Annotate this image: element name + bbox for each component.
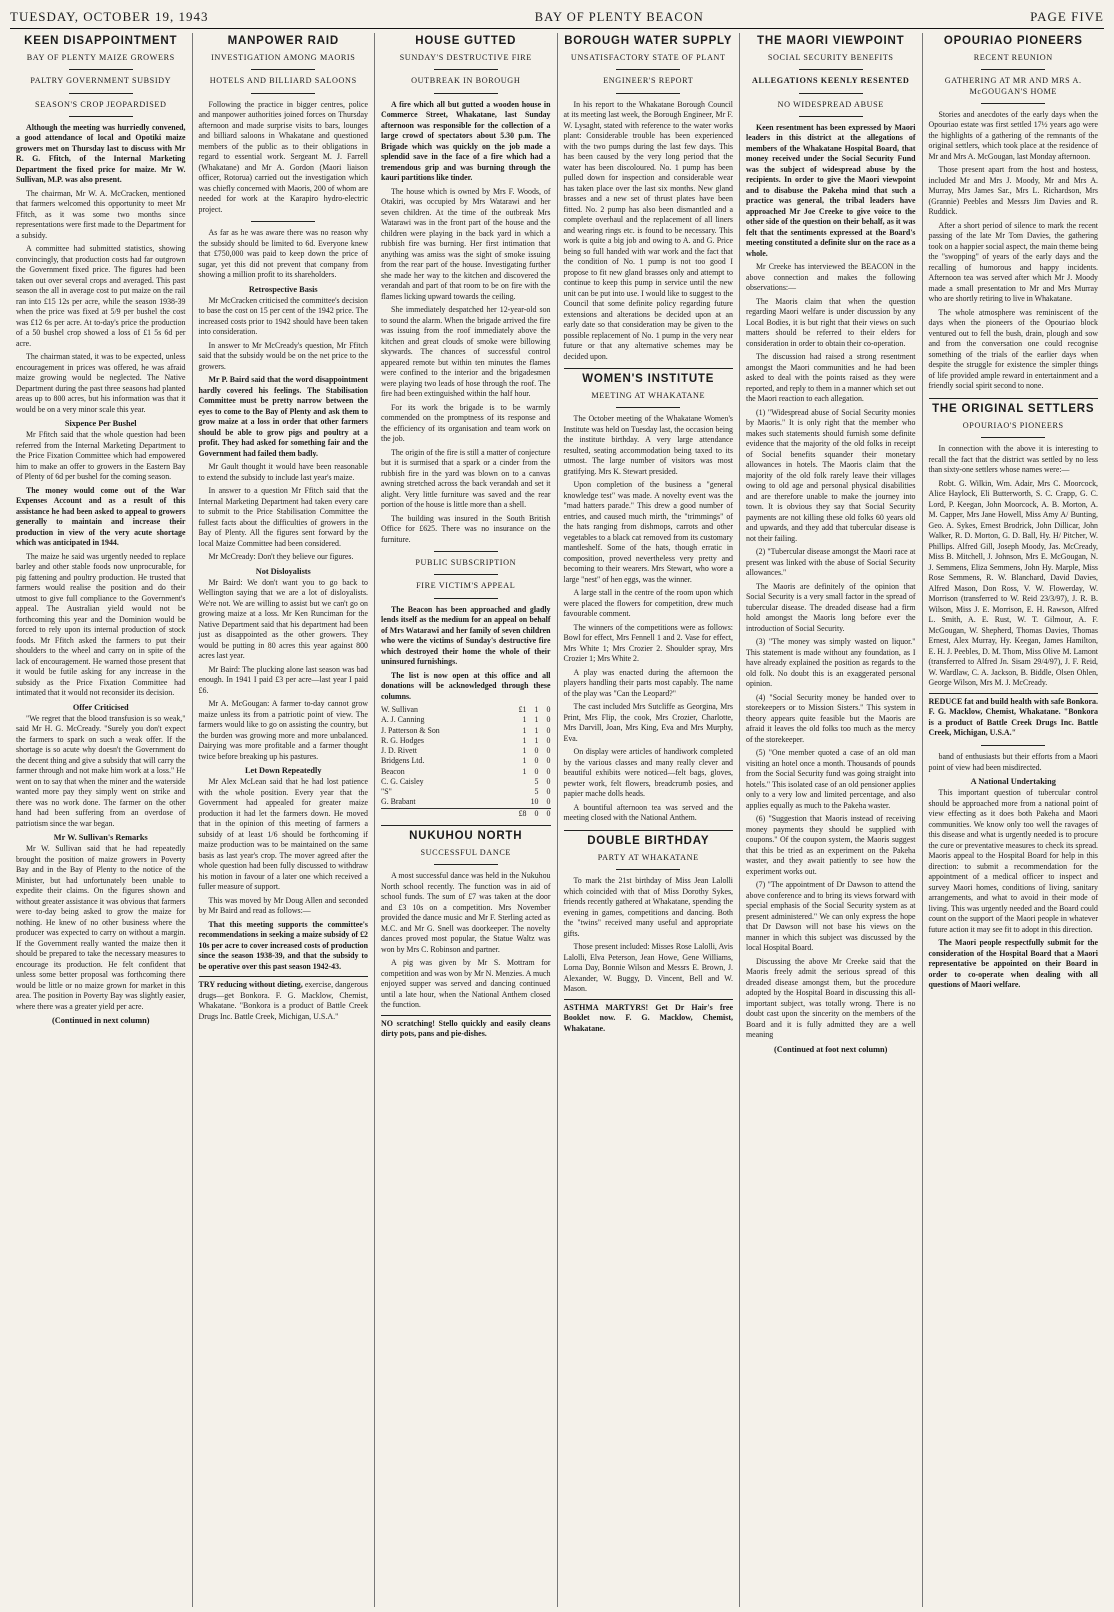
paragraph: As far as he was aware there was no reason why the subsidy should be limited to 6d. Everyone knew that £750,000 was paid to keep down the price of sugar, yet this did not prevent that company from showing a million profit to its shareholders.	[198, 228, 368, 279]
amount-pence: 0	[546, 787, 551, 797]
divider	[434, 69, 498, 70]
amount-pounds	[515, 797, 527, 808]
amount-pence: 0	[546, 746, 551, 756]
paragraph: (2) "Tubercular disease amongst the Maori race at present was linked with the abuse of Social Security allowances."	[746, 547, 916, 578]
amount-pounds: £1	[518, 705, 527, 714]
issue-date: TUESDAY, OCTOBER 19, 1943	[10, 9, 209, 24]
subscription-row	[381, 767, 551, 777]
subscriber-name: J. Patterson & Son	[381, 725, 440, 735]
paragraph: (3) "The money was simply wasted on liquor." This statement is made without any foundation, as I have already explained the position as regards to the old folk. No doubt this is an exaggerated personal opinion.	[746, 637, 916, 689]
subscription-row	[381, 756, 551, 766]
paragraph: She immediately despatched her 12-year-old son to sound the alarm. When the brigade arrived the fire was issuing from the roof immediately above the kitchen and great clouds of smoke were billowing skywards. The chances of successful control appeared remote but within ten minutes the flames were confined to the interior and the brigadesmen were playing two leads of hose through the roof. The fire had been extinguished within the half hour.	[381, 305, 551, 398]
headline-womens-institute: WOMEN'S INSTITUTE	[564, 368, 734, 385]
divider	[434, 864, 498, 865]
divider	[69, 69, 133, 70]
ad-lead: REDUCE fat and build health	[928, 696, 1032, 706]
ad-text: with safe Bonkora. F. G. Macklow, Chemist, Whakatane. "Bonkora is a product of Battle Creek Drugs Inc. Battle Creek, Michigan, U.S.A."	[928, 696, 1099, 738]
subscription-row	[381, 797, 551, 808]
amount-pence: 0	[546, 725, 551, 735]
amount-pounds: 1	[522, 725, 527, 735]
paragraph: Stories and anecdotes of the early days when the Opouriao estate was first settled 17½ years ago were the highlights of a gathering of the remnants of the original settlers, which took place at the residence of Mr and Mrs A. McGougan, last Monday afternoon.	[928, 109, 1098, 161]
divider	[251, 221, 315, 222]
masthead	[10, 6, 1104, 29]
divider	[616, 69, 680, 70]
subscriber-name: "S"	[381, 787, 392, 797]
paragraph: The whole atmosphere was reminiscent of the days when the pioneers of the Opouriao block ventured out to fell the bush, drain, plough and sow and from the conversation one could recognise something of the trials of the earlier days when despite the struggle for existence the simpler things of life provided ample reward in entertainment and a friendly social spirit second to none.	[928, 307, 1098, 391]
ad-lead: TRY reducing without dieting,	[198, 980, 303, 989]
column-2	[192, 33, 375, 1607]
section-heading: Sixpence Per Bushel	[64, 419, 137, 429]
paragraph: Mr Baird: We don't want you to go back to Wellington saying that we are a lot of disloyalists. We're not. We are willing to assist but we can't go on growing maize at a loss. Mr Ken Runciman for the Native Department said that his department had been just as disappointed as the other growers. They would be putting in 80 acres this year against 800 acres last year.	[198, 577, 368, 660]
paragraph: The Maoris claim that when the question regarding Maori welfare is under discussion by any Local Bodies, it is but right that their views on such matters should be referred to their elders for consideration in order to obtain their co-operation.	[746, 296, 916, 348]
page-number: PAGE FIVE	[1030, 9, 1104, 24]
section-heading: Let Down Repeatedly	[244, 766, 322, 775]
paragraph: The chairman, Mr W. A. McCracken, mentioned that farmers welcomed this opportunity to meet Mr Ffitch, as it was some two months since representations were first made to the Department for a subsidy.	[16, 188, 186, 240]
lead-paragraph: Keen resentment has been expressed by Maori leaders in this district at the allegations of members of the Whakatane Hospital Board, that money received under the Social Security Fund was the subject of widespread abuse by the recipients. In order to give the Maori viewpoint and to disabuse the Pakeha mind that such a practice was general, the tribal leaders have approached Mr Joe Creeke to give voice to the other side of the question on their behalf, as it was felt that the sentiments expressed at the Board's meeting constituted a definite slur on the race as a whole.	[746, 122, 916, 258]
subheading: SUNDAY'S DESTRUCTIVE FIRE	[399, 53, 532, 62]
appeal-paragraph: The list is now open at this office and all donations will be acknowledged through these columns.	[381, 670, 551, 701]
resolution-paragraph: That this meeting supports the committee's recommendations in seeking a maize subsidy of £2 10s per acre to cover increased costs of production since the season 1938-39, and that the subsidy to be operative over this past season 1942-43.	[198, 919, 368, 971]
paragraph: For its work the brigade is to be warmly commended on the promptness of its response and the efficiency of its organisation and team work on the job.	[381, 402, 551, 443]
subheading: BAY OF PLENTY MAIZE GROWERS	[26, 53, 175, 62]
paragraph: On display were articles of handiwork completed by the various classes and many really clever and beautiful exhibits were noticed—felt bags, gloves, pewter work, felt flowers, breadcrumb posies, and papier mache dolls heads.	[563, 747, 733, 799]
divider	[616, 869, 680, 870]
paragraph: A large stall in the centre of the room upon which were placed the flowers for competition, drew much favourable comment.	[563, 588, 733, 619]
paragraph: Mr Gault thought it would have been reasonable to extend the subsidy to include last year's maize.	[198, 462, 368, 482]
continued-note: (Continued at foot next column)	[774, 1044, 888, 1054]
subheading: ALLEGATIONS KEENLY RESENTED	[752, 76, 910, 86]
amount-pounds: 1	[522, 735, 527, 745]
subheading: UNSATISFACTORY STATE OF PLANT	[570, 53, 726, 62]
amount-pounds: 1	[522, 746, 527, 756]
section-heading: Offer Criticised	[72, 702, 129, 712]
subheading: MEETING AT WHAKATANE	[591, 391, 706, 400]
divider	[434, 93, 498, 94]
section-heading: Mr W. Sullivan's Remarks	[53, 833, 148, 843]
amount-pence: 0	[546, 735, 551, 745]
amount-shillings: 1	[534, 735, 539, 745]
paragraph: Mr McCready: Don't they believe our figures.	[208, 552, 354, 561]
divider	[616, 407, 680, 408]
column-3	[374, 33, 557, 1607]
divider	[251, 93, 315, 94]
subheading: ENGINEER'S REPORT	[603, 76, 694, 86]
appeal-paragraph: The Beacon has been approached and gladly lends itself as the medium for an appeal on behalf of Mrs Watarawi and her family of seven children who were the victims of Sunday's destructive fire which destroyed their home the whole of their uninsured furnishings.	[381, 604, 551, 666]
subscription-row	[381, 777, 551, 787]
paragraph: Discussing the above Mr Creeke said that the Maoris freely admit the serious spread of this dreaded disease amongst them, but the procedure adopted by the Hospital Board in discussing this all-important subject, was totally wrong. There is no doubt cast upon the sincerity on the members of the Board and it is fully admitted they are a well meaning	[746, 956, 916, 1040]
subscriber-name: A. J. Canning	[381, 715, 425, 725]
subscription-row	[381, 746, 551, 756]
paragraph: (1) "Widespread abuse of Social Security monies by Maoris." It is only right that the member who makes such statements should furnish some definite evidence that the majority of the old folks in receipt of Social benefits squander their monetary allowances in hotels. The Maoris claim that the majority of the old folk rarely leave their villages owing to old age and personal physical disabilities and are therefore unable to make the journey into town. It is obvious they say that Social Security payments are not killing these old folks 60 years old and upwards, and they add that tubercular disease is not their failing.	[746, 407, 916, 543]
column-1	[10, 33, 192, 1607]
ad-text: Get Dr Hair's free Booklet now. F. G. Macklow, Chemist, Whakatane.	[563, 1002, 734, 1033]
paragraph: In answer to Mr McCready's question, Mr Ffitch said that the subsidy would be on the net price to the growers.	[198, 340, 368, 371]
amount-shillings: 0	[534, 756, 539, 766]
lead-paragraph: A fire which all but gutted a wooden house in Commerce Street, Whakatane, last Sunday afternoon was responsible for the collection of a large crowd of spectators about 5.30 p.m. The Brigade which was quickly on the job made a splendid save in the face of a fire which had a tremendous grip and was burning through the kauri partitions like tinder.	[381, 99, 551, 182]
ad-text: Stello quickly and easily cleans dirty pots, pans and pie-dishes.	[381, 1018, 551, 1039]
paper-title: BAY OF PLENTY BEACON	[534, 9, 704, 24]
subheading: PALTRY GOVERNMENT SUBSIDY	[30, 76, 172, 86]
paragraph: (7) "The appointment of Dr Dawson to attend the above conference and to bring its views forward with special emphasis of the Social Security system as at present administered." We can only express the hope that Dr Dawson will not base his views on the manner in which this subject was discussed by the local Hospital Board.	[746, 880, 916, 953]
paragraph: The winners of the competitions were as follows: Bowl for effect, Mrs Fennell 1 and 2. Vase for effect, Mrs White 1; Mrs Crozier 2. Shoulder spray, Mrs Crozier 1; Mrs White 2.	[563, 622, 733, 664]
subheading: OUTBREAK IN BOROUGH	[411, 76, 521, 86]
subheading: SUCCESSFUL DANCE	[420, 847, 511, 857]
amount-pence: 0	[546, 705, 551, 714]
subheading: PARTY AT WHAKATANE	[597, 852, 699, 862]
amount-pence: 0	[546, 766, 551, 776]
amount-pence: 0	[546, 797, 551, 807]
paragraph: Mr W. Sullivan said that he had repeatedly brought the position of maize growers in Poverty Bay and in the Bay of Plenty to the notice of the Minister, but had unfortunately been unable to expedite their claims. On the figures shown and without greater assistance it was obvious that farmers were to-day being asked to grow the maize for nothing. He knew of no other business where the producer was expected to carry on without a margin. If the Government really wanted the maize then it should be prepared to take the necessary measures to encourage its production. He felt confident that unless some better proposal was forthcoming there would be little or no maize grown for market in this area. The position in Poverty Bay was slightly easier, where there was a greater yield per acre.	[16, 844, 186, 1011]
headline-original-settlers: THE ORIGINAL SETTLERS	[929, 398, 1099, 415]
paragraph: The building was insured in the South British Office for £625. There was no insurance on the furniture.	[381, 513, 551, 544]
paragraph: Upon completion of the business a "general knowledge test" was made. A novelty event was the "mad hatters parade." This drew a good number of entries, and caused much mirth, the "trimmings" of the hats ranging from dishmops, carrots and other vegetables to a black cat removed from its customary mantleshelf. Some of the hats, though erratic in composition, proved nevertheless very pretty and becoming to their wearers. Mrs Stewart, who wore a large "nest" of hen eggs, was the winner.	[563, 480, 733, 584]
subheading: GATHERING AT MR AND MRS A. McGOUGAN'S HOME	[944, 76, 1082, 96]
paragraph: (5) "One member quoted a case of an old man visiting an hotel once a month. Thousands of pounds from the Social Security fund was going straight into hotels." This isolated case of an old pensioner applies only to a very low and limited percentage, and also applies equally as much to the Pakeha waster.	[746, 748, 916, 810]
subscriber-name: Bridgens Ltd.	[381, 756, 425, 766]
amount-shillings: 1	[534, 705, 539, 714]
amount-shillings: 0	[534, 746, 539, 756]
paragraph: Those present apart from the host and hostess, included Mr and Mrs J. Moody, Mr and Mrs A. Murray, Mrs James Sar., Mrs L. Richardson, Mrs (Grannie) Peebles and Messrs Jim Davies and R. Ruddick.	[928, 165, 1098, 217]
paragraph: The maize he said was urgently needed to replace barley and other stable foods now unprocurable, for pig fattening and poultry production. He trusted that farmers would realise the position and do their utmost to give full compliance to the Government's appeal. The Australian yield would not be forthcoming this year and the Dominion would be forced to rely upon its internal production of stock foods. Mr Ffitch asked the farmers to put their shoulders to the wheel and carry on in spite of the lack of encouragement. He warned those present that it would be futile asking for any increase in the subsidy as the Price Fixation Committee had intimated that it would not reconsider its decision.	[16, 551, 186, 698]
subheading: PUBLIC SUBSCRIPTION	[415, 558, 517, 567]
divider	[799, 116, 863, 117]
paragraph: Mr Alex McLean said that he had lost patience with the whole position. Every year that the Government had appealed for greater maize production it had let the farmers down. He moved that in the opinion of this meeting of farmers a subsidy of at least 1/6 should be forthcoming if maize production was to be maintained on the same basis as last year's crop. The mover agreed after the whole question had been fully discussed to withdraw his motion in favour of a later one which received a fuller measure of support.	[198, 777, 368, 891]
paragraph: Mr P. Baird said that the word disappointment hardly covered his feelings. The Stabilisation Committee must be pretty narrow between the eyes to come to the Bay of Plenty and ask them to grow maize at a loss in order that other farmers should be able to grow pigs and poultry at a profit. They had asked for something fair and the Government had failed them badly.	[198, 375, 368, 458]
paragraph: The house which is owned by Mrs F. Woods, of Otakiri, was occupied by Mrs Watarawi and her seven children. At the time of the outbreak Mrs Watarawi was in the front part of the house and the children were playing in the back yard in which a rubbish fire was burning. Her first intimation that anything was amiss was the sight of smoke issuing from the rear part of the house. Investigating further she made her way to the kitchen and discovered the verandah and part of that room to be on fire with the flames licking upward towards the ceiling.	[381, 186, 551, 301]
columns	[10, 33, 1104, 1607]
divider	[434, 551, 498, 552]
paragraph: Mr Ffitch said that the whole question had been referred from the Internal Marketing Department to the Price Fixation Committee which had empowered him to make an offer to growers in the Eastern Bay of Plenty of 6d per bushel for the coming season.	[16, 430, 186, 482]
ad-lead: NO scratching!	[381, 1018, 435, 1028]
paragraph: "We regret that the blood transfusion is so weak," said Mr H. G. McCready. "Surely you don't expect the farmers to spark on such a weak offer. If the shortage is so acute why doesn't the Government do the decent thing and give a subsidy that will carry the farmer through and not make him work at a loss." He went on to say that when the miner and the waterside wanted more pay they simply went on strike and there was no work done. The farmer on the other hand had been suffering from an overdose of patriotism since the war began.	[16, 713, 186, 828]
paragraph: The origin of the fire is still a matter of conjecture but it is surmised that a spark or a cinder from the rubbish fire in the yard was blown on to a canvas awning stretched across the back verandah and set it alight. Very little furniture was saved and the rear portion of the house is little more than a shell.	[381, 447, 551, 509]
divider	[69, 93, 133, 94]
continued-note: (Continued in next column)	[51, 1016, 150, 1026]
amount-shillings: 1	[534, 715, 539, 725]
amount-pounds	[515, 787, 527, 797]
paragraph: Following the practice in bigger centres, police and manpower authorities joined forces on Thursday afternoon and made surprise visits to bars, lounges and billiard saloons in Whakatane and questioned members of the public as to their obligations in regard to essential work. Sergeant M. J. Farrell (Whakatane) and Mr A. Gordon (Maori liaison officer, Rotorua) carried out the investigation which was chiefly concerned with Maoris, 200 of whom are needed for work at the Karapiro hydro-electric project.	[198, 99, 368, 214]
divider	[616, 93, 680, 94]
amount-pounds: 1	[522, 756, 527, 766]
paragraph: After a short period of silence to mark the recent passing of the late Mr Tom Davies, the gathering took on a happier social aspect, the main theme being the "swopping" of years of the early days and the recalling of humorous and happy incidents. Afternoon tea was served after which Mr J. Moody made a small presentation to Mr and Mrs Murray who are shortly retiring to live in Whakatane.	[928, 220, 1098, 304]
lead-paragraph: Although the meeting was hurriedly convened, a good attendance of local and Opotiki maize growers met on Thursday last to discuss with Mr R. G. Ffitch, of the Internal Marketing Department the fixed price for maize. Mr W. Sullivan, M.P. was also present.	[16, 122, 186, 185]
paragraph: Those present included: Misses Rose Lalolli, Avis Lalolli, Elva Peterson, Jean Howe, Gene Williams, Lorna Day, Bonnie Wilson and Messrs E. Brown, J. Alexander, W. Buggy, D. Vincent, Bell and W. Mason.	[563, 942, 733, 993]
paragraph: In his report to the Whakatane Borough Council at its meeting last week, the Borough Engineer, Mr F. W. Lysaght, stated with reference to the water works plant: Considerable trouble has been experienced with the two pumps during the last few days. This has been caused by the very long period that the water has been discoloured. No. 1 pump has been pulled down for inspection and considerable wear has taken place over the last six months. New gland brasses and a new set of thrust plates have been fitted. No. 2 pump has also been dismantled and a complete overhaul and the replacement of all liners and wearing rings etc. is found to be necessary. This work is quite a big job and owing to A. and G. Price being so full handed with war work and the fact that the condition of No. 1 pump is not too good I propose to fit new gland brasses only and attempt to continue to keep this pump in service until the new unit can be put into use. I would like to suggest to the Council that some definite policy regarding future extensions and alterations be decided upon at an early date so that consideration may be given to the possible replacement of No. 1 pump in the very near future or that any alternative schemes may be decided upon.	[563, 99, 733, 361]
paragraph: band of enthusiasts but their efforts from a Maori point of view had been misdirected.	[928, 752, 1098, 772]
column-4	[557, 33, 740, 1607]
settlers-list: Robt. G. Wilkin, Wm. Adair, Mrs C. Moorcock, Alice Haylock, Eli Butterworth, S. C. Crapp, G. C. Lord, P. Keegan, John Moorcock, A. B. Morton, A. M. Capper, Mrs Jane Howell, Miss Amy A/ Bunting, Geo. A. Sykes, Ernest Brodrick, John Dillicar, John Walker, R. D. Morton, G. D. Ball, Hy. H/ Pitcher, W. Phillips. Alfred Gill, Joseph Moody, Jas. McCready, Miss B. Mitchell, J. Johnson, Mrs E. McGougan, N. J. Semmens, Eliza Semmens, John Hy. Marple, Miss Rose Semmens, R. W. Blanchard, David Davies, Alfred Mason, Don Ross, V. W. Flowerday, W. Morrison (transferred to W. Reid 23/3/97), J. R. B. Wilson, Miss J. E. Morrison, E. H. Rawson, Alfred L. Smith, A. E. Rust, W. T. Gilmour, A. F. McGougan, W. Shepherd, Thomas Davies, Thomas Ernest, Alex Murray, Hy. Keegan, James Hamilton, E. H. J. Peebles, D. M. Thom, Miss Olive M. Lamont (transferred to Alfred Jn. Sisam 29/4/97), J. F. Reid, W. Wardlaw, C. A. Jackson, B. Biddle, Olsen Ohlen, George Wilson, Mrs M. J. McCready.	[928, 478, 1098, 687]
paragraph: The money would come out of the War Expenses Account and as a result of this assistance he had been asked to appeal to growers generally to maintain and increase their production in view of the very acute shortage which was anticipated in 1944.	[16, 485, 186, 548]
headline-keen-disappointment: KEEN DISAPPOINTMENT	[24, 35, 178, 47]
paragraph: A bountiful afternoon tea was served and the meeting closed with the National Anthem.	[563, 802, 733, 823]
subscriber-name: R. G. Hodges	[381, 735, 424, 745]
advertisement-bonkora	[199, 976, 369, 1023]
advertisement-bonkora	[929, 693, 1099, 740]
paragraph: This was moved by Mr Doug Allen and seconded by Mr Baird and read as follows:—	[198, 895, 368, 915]
subheading: NO WIDESPREAD ABUSE	[777, 99, 884, 109]
total-pence: 0	[539, 808, 551, 819]
subheading: FIRE VICTIM'S APPEAL	[416, 581, 516, 591]
divider	[981, 69, 1045, 70]
paragraph: (4) "Social Security money be handed over to storekeepers or to Mission Sisters." This system in theory appears quite feasible but the Maoris are afraid it leaves the old folks too much as the mercy of the storekeeper.	[746, 692, 916, 744]
subscription-row	[381, 715, 551, 725]
paragraph: (6) "Suggestion that Maoris instead of receiving money payments they should be supplied with coupons." Of the coupon system, the Maoris suggest that this be tried as an experiment on the Pakeha waster, and they await patiently to see how the experiment works out.	[746, 814, 916, 876]
subheading: SEASON'S CROP JEOPARDISED	[35, 99, 167, 109]
headline-maori-viewpoint: THE MAORI VIEWPOINT	[757, 35, 905, 47]
divider	[799, 93, 863, 94]
headline-house-gutted: HOUSE GUTTED	[415, 35, 517, 47]
headline-manpower-raid: MANPOWER RAID	[227, 35, 339, 47]
amount-pounds	[515, 777, 527, 787]
paragraph: In answer to a question Mr Ffitch said that the Internal Marketing Department had taken every care to submit to the Price Stabilisation Committee the fullest facts about the difficulties of growers in the Bay of Plenty. All the figures sent forward by the local Maize Committee had been considered.	[198, 486, 368, 548]
subscription-row	[381, 705, 551, 715]
ad-lead: ASTHMA MARTYRS!	[563, 1002, 649, 1012]
advertisement-asthma	[564, 999, 734, 1035]
total-shillings: 0	[527, 808, 539, 819]
divider	[434, 598, 498, 599]
column-5	[739, 33, 922, 1607]
subheading: RECENT REUNION	[973, 53, 1053, 62]
divider	[434, 574, 498, 575]
headline-double-birthday: DOUBLE BIRTHDAY	[564, 830, 734, 847]
section-heading: Not Disloyalists	[255, 566, 311, 576]
divider	[981, 745, 1045, 746]
subscription-row	[381, 787, 551, 797]
amount-shillings: 10	[530, 797, 539, 807]
subscription-total	[381, 808, 551, 819]
amount-pence: 0	[546, 756, 551, 766]
amount-pence: 0	[546, 715, 551, 725]
divider	[799, 69, 863, 70]
amount-pounds: 1	[522, 766, 527, 776]
advertisement-stello	[381, 1015, 551, 1040]
subheading: OPOURIAO'S PIONEERS	[962, 420, 1064, 430]
paragraph: The Maori people respectfully submit for the consideration of the Hospital Board that a Maori representative be appointed on their Board in order to co-operate when dealing with all questions of Maori welfare.	[928, 938, 1098, 989]
paragraph: Mr McCracken criticised the committee's decision to base the cost on 15 per cent of the 1942 price. The increased costs prior to 1942 should have been taken into consideration.	[198, 295, 368, 336]
amount-shillings: 5	[534, 787, 539, 797]
amount-shillings: 1	[534, 725, 539, 735]
paragraph: The October meeting of the Whakatane Women's Institute was held on Tuesday last, the occasion being the institute birthday. A very large attendance resulted, seating accommodation being taxed to its utmost. The large number of visitors was most gratifying. Mrs K. Stewart presided.	[563, 414, 733, 476]
paragraph: Mr A. McGougan: A farmer to-day cannot grow maize unless its from a patriotic point of view. The farmers would like to go on assisting the country, but the burden was growing more and more unbalanced. Dairying was more profitable and a farmer thought twice before breaking up his pastures.	[198, 699, 368, 761]
subscription-row	[381, 726, 551, 736]
subscription-list	[381, 705, 551, 819]
section-heading: A National Undertaking	[970, 777, 1056, 786]
subscriber-name: G. Brabant	[381, 797, 416, 807]
paragraph: The chairman stated, it was to be expected, unless encouragement in prices was offered, he was afraid maize growing would be neglected. The Native Department during the past three seasons had planted areas up to 800 acres, but his information was that it would be on a very minor scale this year.	[16, 352, 186, 414]
paragraph: A play was enacted during the afternoon the players handling their parts most capably. The name of the play was "Can the Leopard?"	[563, 667, 733, 698]
subscriber-name: C. G. Caisley	[381, 776, 424, 786]
paragraph: This important question of tubercular control should be approached more from a national point of view effecting as it does both Pakeha and Maori communities. We know only too well the ravages of this disease and what is urgently needed is to procure the cure or preventative measures to check its spread. Maoris appeal to the Hospital Board for help in this direction: to submit a recommendation for the appointment of a medical officer to inspect and survey Maori homes, conditions of living, sanitary arrangements, and what to avoid in their mode of living. This was urgently needed and the Board could count on the support of the Maori people in whatever future action it may see fit to adopt in this direction.	[928, 788, 1098, 934]
paragraph: The discussion had raised a strong resentment amongst the Maori communities and he had been asked to deal with the points raised as they were reported, and reply to them in a manner which set out the Maori reaction to each allegation.	[746, 352, 916, 404]
paragraph: A committee had submitted statistics, showing convincingly, that production costs had far outgrown the Government fixed price. The figures had been taken out over several crops and averaged. This past season the all in average cost to put maize on the rail ran into £15 12s per acre, while the season 1938-39 when the price was fixed at 5/9 per bushel the cost was £12 6s per acre. At to-day's price the production of a 50 bushel crop showed a loss of £1 5s 6d per acre.	[16, 244, 186, 348]
headline-nukuhou-north: NUKUHOU NORTH	[381, 825, 551, 842]
amount-pounds: 1	[522, 715, 527, 725]
divider	[251, 69, 315, 70]
column-6	[922, 33, 1105, 1607]
paragraph: To mark the 21st birthday of Miss Jean Lalolli which coincided with that of Miss Dorothy Sykes, friends recently gathered at Whakatane, spending the evening in games, competitions and dancing. Both the "twins" received many useful and appropriate gifts.	[563, 876, 733, 938]
subheading: SOCIAL SECURITY BENEFITS	[767, 53, 894, 62]
section-heading: Retrospective Basis	[248, 284, 318, 294]
paragraph: The Maoris are definitely of the opinion that Social Security is a very small factor in the spread of tubercular disease. The dreaded disease had a firm hold amongst the Maoris long before ever the introduction of Social Security.	[746, 581, 916, 633]
divider	[981, 103, 1045, 104]
amount-shillings: 5	[534, 776, 539, 786]
paragraph: A pig was given by Mr S. Mottram for competition and was won by Mr N. Menzies. A much enjoyed supper was served and dancing continued until a late hour, when the National Anthem closed the function.	[381, 958, 551, 1010]
total-pounds: £8	[515, 808, 527, 819]
amount-shillings: 0	[534, 766, 539, 776]
paragraph: A most successful dance was held in the Nukuhou North school recently. The function was in aid of school funds. The sum of £7 was taken at the door and £3 10s on a competition. Mrs November provided the dance music and Mr F. Sterling acted as M.C. and Mr G. Snell was doorkeeper. The novelty dances proved most popular, the Statue Waltz was won by Mrs C. Robinson and partner.	[381, 871, 551, 954]
ad-text: exercise, dangerous drugs—get Bonkora. F. G. Macklow, Chemist, Whakatane. "Bonkora is a product of Battle Creek Drugs Inc. Battle Creek, Michigan, U.S.A."	[198, 980, 368, 1021]
divider	[69, 116, 133, 117]
subscriber-name: J. D. Rivett	[381, 746, 417, 756]
subscription-row	[381, 736, 551, 746]
paragraph: Mr Baird: The plucking alone last season was bad enough. In 1941 I paid £3 per acre—last year I paid £6.	[198, 664, 368, 695]
amount-pence: 0	[546, 776, 551, 786]
headline-borough-water-supply: BOROUGH WATER SUPPLY	[564, 35, 733, 47]
subheading: HOTELS AND BILLIARD SALOONS	[209, 76, 357, 86]
paragraph: The cast included Mrs Sutcliffe as Georgina, Mrs Print, Mrs Flip, the cook, Mrs Crozier, Charlotte, Mrs Darvill, Joan, Mrs King, Eva and Mrs Murphy, Eva.	[563, 702, 733, 743]
subheading: INVESTIGATION AMONG MAORIS	[211, 53, 356, 62]
subscriber-name: W. Sullivan	[381, 705, 418, 714]
subscriber-name: Beacon	[381, 766, 405, 776]
paragraph: In connection with the above it is interesting to recall the fact that the district was settled by no less than sixty-one settlers whose names were:—	[928, 444, 1098, 474]
paragraph: Mr Creeke has interviewed the BEACON in the above connection and makes the following observations:—	[746, 262, 916, 293]
divider	[981, 437, 1045, 438]
headline-opouriao-pioneers: OPOURIAO PIONEERS	[943, 35, 1083, 47]
